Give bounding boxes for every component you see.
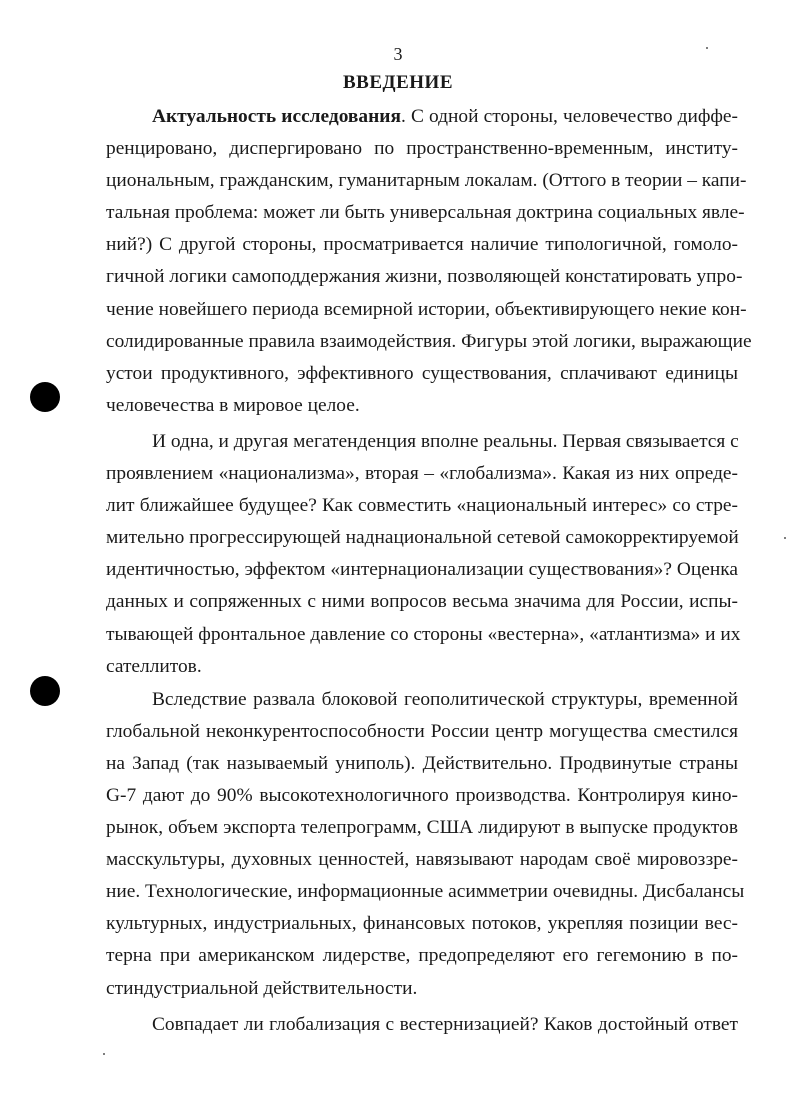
text-line: данных и сопряженных с ними вопросов весьма значима для России, испы- [106, 591, 738, 613]
text-line: человечества в мировое целое. [106, 394, 360, 416]
paragraph-westernization [106, 1009, 738, 1041]
text-line: проявлением «национализма», вторая – «глобализма». Какая из них опреде- [106, 463, 738, 485]
page-number: 3 [393, 44, 403, 64]
text-line: ний?) С другой стороны, просматривается наличие типологичной, гомоло- [106, 234, 738, 256]
binder-hole [30, 676, 60, 706]
text-line: тальная проблема: может ли быть универсальная доктрина социальных явле- [106, 202, 745, 224]
text-line: И одна, и другая мегатенденция вполне реальны. Первая связывается с [152, 430, 739, 452]
text-line: G-7 дают до 90% высокотехнологичного производства. Контролируя кино- [106, 784, 738, 806]
text-line: стиндустриальной действительности. [106, 977, 418, 999]
text-line: терна при американском лидерстве, предопределяют его гегемонию в по- [106, 945, 738, 967]
text-line: Совпадает ли глобализация с вестернизацией? Каков достойный ответ [152, 1013, 738, 1035]
text-line: рынок, объем экспорта телепрограмм, США лидируют в выпуске продуктов [106, 817, 738, 839]
paragraph-unipole [106, 684, 745, 1005]
scan-speck [784, 537, 786, 539]
text-line: идентичностью, эффектом «интернационализации существования»? Оценка [106, 559, 738, 581]
text-line: масскультуры, духовных ценностей, навязывают народам своё мировоззре- [106, 849, 738, 871]
body-text [106, 101, 752, 1041]
binder-hole [30, 382, 60, 412]
text-line: ние. Технологические, информационные асимметрии очевидны. Дисбалансы [106, 881, 745, 903]
text-line: сателлитов. [106, 655, 202, 677]
text-line: культурных, индустриальных, финансовых потоков, укрепляя позиции вес- [106, 913, 738, 935]
section-heading: ВВЕДЕНИЕ [343, 72, 453, 93]
text-line: чение новейшего периода всемирной истории, объективирующего некие кон- [106, 298, 747, 320]
text-line: ренцировано, диспергировано по пространственно-временным, институ- [106, 138, 738, 160]
text-line: тывающей фронтальное давление со стороны «вестерна», «атлантизма» и их [106, 623, 741, 645]
text-line: циональным, гражданским, гуманитарным локалам. (Оттого в теории – капи- [106, 170, 747, 192]
scan-speck [706, 47, 708, 49]
paragraph-megatrends [106, 426, 741, 683]
text-line: Актуальность исследования. С одной стороны, человечество диффе- [152, 106, 738, 127]
scan-speck [103, 1053, 105, 1055]
paragraph-relevance [106, 101, 752, 422]
text-line: на Запад (так называемый униполь). Действительно. Продвинутые страны [106, 752, 738, 774]
text-line: глобальной неконкурентоспособности России центр могущества сместился [106, 720, 738, 742]
text-line: устои продуктивного, эффективного существования, сплачивают единицы [106, 362, 738, 384]
text-line: солидированные правила взаимодействия. Фигуры этой логики, выражающие [106, 330, 752, 352]
text-line: Вследствие развала блоковой геополитической структуры, временной [152, 688, 738, 710]
bold-lead-phrase: Актуальность исследования [152, 106, 401, 127]
text-line: мительно прогрессирующей наднациональной сетевой самокорректируемой [106, 527, 739, 549]
text-line: гичной логики самоподдержания жизни, позволяющей констатировать упро- [106, 266, 743, 288]
text-line: лит ближайшее будущее? Как совместить «национальный интерес» со стре- [106, 495, 738, 517]
